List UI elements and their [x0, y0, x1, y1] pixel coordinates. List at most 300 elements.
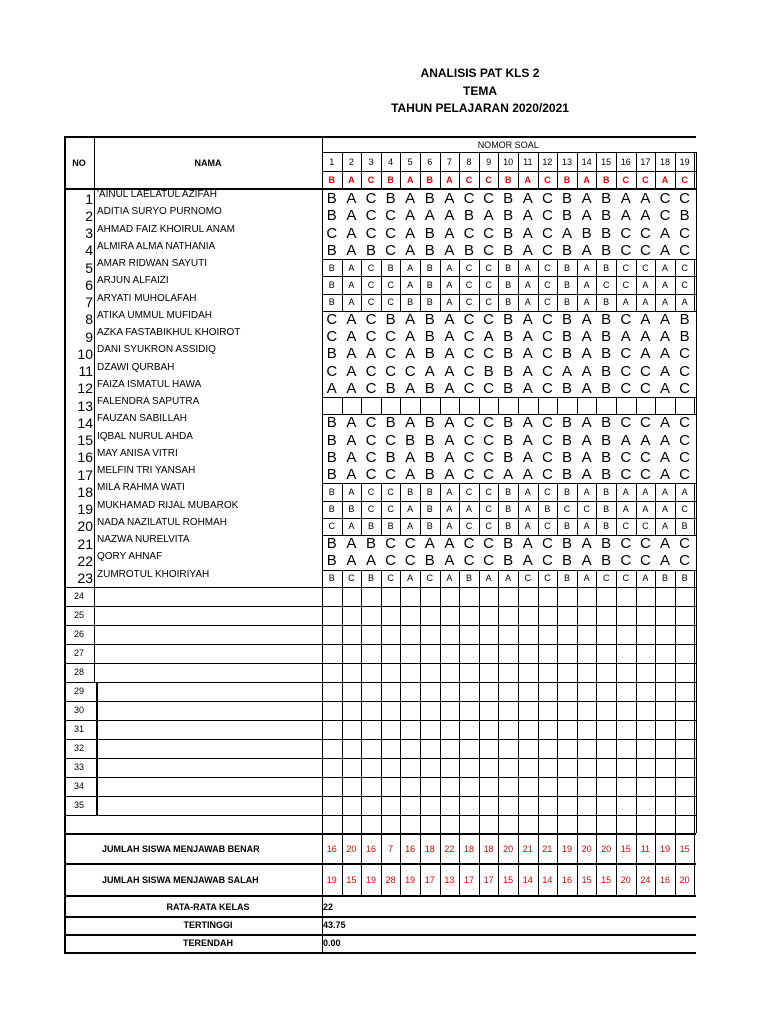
- grid-line: [557, 739, 558, 758]
- student-answer-cell: A: [642, 504, 649, 515]
- grid-line: [518, 276, 519, 293]
- student-answer-cell: C: [544, 521, 551, 532]
- grid-line: [577, 701, 578, 720]
- grid-line: [538, 570, 539, 587]
- grid-line: [538, 865, 539, 895]
- student-answer-cell: C: [642, 262, 649, 273]
- question-number: 14: [581, 157, 592, 167]
- student-answer-cell: B: [426, 297, 433, 308]
- student-answer-cell: [616, 397, 636, 414]
- grid-line: [361, 720, 362, 739]
- student-answer-cell: A: [405, 241, 416, 259]
- grid-line: [616, 758, 617, 777]
- grid-line: [498, 397, 499, 414]
- empty-row-no: 32: [73, 743, 84, 754]
- grid-line: [557, 276, 558, 293]
- student-answer-cell: A: [640, 345, 651, 363]
- student-no: 22: [77, 552, 93, 569]
- student-answer-cell: B: [603, 486, 610, 497]
- student-answer-cell: A: [522, 241, 533, 259]
- student-no: 15: [77, 432, 93, 449]
- student-answer-cell: C: [541, 448, 553, 466]
- student-answer-cell: C: [639, 535, 651, 553]
- grid-line: [459, 501, 460, 518]
- student-answer-cell: C: [483, 535, 495, 553]
- grid-line: [636, 758, 637, 777]
- student-answer-cell: B: [503, 379, 514, 397]
- grid-line: [420, 501, 421, 518]
- student-answer-cell: C: [326, 310, 338, 328]
- student-answer-cell: B: [348, 504, 355, 515]
- student-answer-cell: B: [328, 504, 335, 515]
- grid-line: [596, 152, 597, 188]
- student-answer-cell: A: [407, 279, 414, 290]
- student-answer-cell: B: [503, 414, 514, 432]
- grid-line: [361, 587, 362, 606]
- grid-line: [518, 682, 519, 701]
- student-answer-cell: B: [561, 466, 572, 484]
- grid-line: [459, 682, 460, 701]
- grid-line: [557, 570, 558, 587]
- grid-line: [636, 739, 637, 758]
- grid-line: [342, 701, 343, 720]
- grid-line: [538, 152, 539, 188]
- student-answer-cell: C: [544, 486, 551, 497]
- grid-line: [557, 777, 558, 796]
- student-answer-cell: C: [622, 573, 630, 584]
- student-answer-cell: B: [503, 241, 514, 259]
- student-answer-cell: A: [661, 504, 668, 515]
- student-answer-cell: A: [522, 431, 533, 449]
- grid-line: [694, 865, 695, 895]
- student-answer-cell: A: [346, 535, 357, 553]
- student-answer-cell: C: [620, 241, 632, 259]
- grid-line: [596, 644, 597, 663]
- benar-value-cell: 16: [326, 843, 337, 854]
- student-answer-cell: B: [561, 190, 572, 208]
- grid-line: [557, 259, 558, 276]
- student-name: ARJUN ALFAIZI: [97, 275, 169, 287]
- grid-line: [420, 815, 421, 833]
- grid-line: [498, 259, 499, 276]
- student-answer-cell: A: [407, 504, 414, 515]
- grid-line: [655, 720, 656, 739]
- answer-key-cell: A: [583, 175, 590, 185]
- grid-line: [361, 483, 362, 500]
- student-no: 10: [77, 345, 93, 362]
- grid-line: [479, 294, 480, 311]
- student-answer-cell: B: [465, 573, 472, 584]
- question-number: 1: [329, 157, 335, 167]
- grid-line: [557, 606, 558, 625]
- student-answer-cell: A: [346, 414, 357, 432]
- grid-line: [498, 835, 499, 863]
- grid-line: [342, 606, 343, 625]
- grid-line: [459, 815, 460, 833]
- student-answer-cell: B: [601, 466, 612, 484]
- grid-line: [381, 777, 382, 796]
- grid-line: [596, 259, 597, 276]
- student-answer-cell: C: [639, 362, 651, 380]
- salah-value-cell: 20: [620, 874, 631, 885]
- student-answer-cell: A: [581, 431, 592, 449]
- student-answer-cell: [675, 397, 695, 414]
- grid-line: [655, 518, 656, 535]
- student-answer-cell: C: [483, 345, 495, 363]
- student-answer-cell: A: [446, 573, 453, 584]
- student-answer-cell: A: [407, 521, 414, 532]
- student-answer-cell: C: [681, 504, 688, 515]
- tertinggi-value: 43.75: [323, 920, 346, 931]
- grid-line: [361, 397, 362, 414]
- student-answer-cell: A: [661, 262, 668, 273]
- grid-line: [655, 815, 656, 833]
- student-no: 18: [77, 483, 93, 500]
- grid-line: [342, 720, 343, 739]
- student-answer-cell: C: [404, 535, 416, 553]
- question-number: 7: [446, 157, 452, 167]
- grid-line: [459, 835, 460, 863]
- student-answer-cell: A: [659, 448, 670, 466]
- student-answer-cell: C: [541, 207, 553, 225]
- student-answer-cell: A: [483, 328, 494, 346]
- grid-line: [342, 682, 343, 701]
- question-number: 15: [601, 157, 612, 167]
- grid-line: [518, 259, 519, 276]
- grid-line: [577, 815, 578, 833]
- student-answer-cell: C: [465, 297, 473, 308]
- grid-line: [518, 644, 519, 663]
- grid-line: [479, 483, 480, 500]
- grid-line: [361, 663, 362, 682]
- grid-line: [479, 682, 480, 701]
- empty-row-no: 24: [73, 591, 84, 602]
- student-answer-cell: B: [328, 297, 335, 308]
- student-answer-cell: C: [463, 362, 475, 380]
- student-answer-cell: A: [583, 573, 590, 584]
- student-answer-cell: B: [505, 486, 512, 497]
- grid-line: [616, 739, 617, 758]
- grid-line: [479, 739, 480, 758]
- student-answer-cell: A: [581, 241, 592, 259]
- grid-line: [440, 276, 441, 293]
- student-answer-cell: A: [659, 362, 670, 380]
- grid-line: [459, 276, 460, 293]
- student-answer-cell: A: [485, 573, 492, 584]
- column-nama-header: NAMA: [194, 158, 222, 168]
- answer-key-cell: A: [524, 175, 532, 185]
- student-answer-cell: C: [365, 448, 377, 466]
- student-answer-cell: B: [601, 328, 612, 346]
- student-answer-cell: A: [405, 345, 416, 363]
- grid-line: [596, 663, 597, 682]
- grid-line: [440, 259, 441, 276]
- student-answer-cell: C: [544, 573, 551, 584]
- grid-line: [322, 276, 696, 277]
- student-answer-cell: A: [522, 379, 533, 397]
- student-answer-cell: B: [424, 241, 435, 259]
- student-answer-cell: C: [639, 448, 651, 466]
- student-answer-cell: C: [541, 345, 553, 363]
- grid-line: [322, 259, 696, 260]
- student-answer-cell: C: [541, 414, 553, 432]
- grid-line: [636, 606, 637, 625]
- student-answer-cell: A: [620, 431, 631, 449]
- grid-line: [459, 570, 460, 587]
- empty-row-no: 35: [73, 800, 84, 811]
- student-answer-cell: B: [367, 573, 374, 584]
- student-answer-cell: A: [348, 279, 355, 290]
- student-answer-cell: C: [483, 466, 495, 484]
- grid-line: [420, 152, 421, 188]
- student-answer-cell: B: [601, 207, 612, 225]
- grid-line: [538, 758, 539, 777]
- grid-line: [498, 606, 499, 625]
- grid-line: [596, 739, 597, 758]
- grid-line: [675, 570, 676, 587]
- grid-line: [518, 701, 519, 720]
- student-answer-cell: B: [326, 448, 337, 466]
- grid-line: [381, 518, 382, 535]
- student-no: 12: [77, 380, 93, 397]
- grid-line: [479, 701, 480, 720]
- grid-line: [616, 796, 617, 815]
- student-answer-cell: A: [444, 379, 455, 397]
- grid-line: [596, 606, 597, 625]
- grid-line: [361, 518, 362, 535]
- student-answer-cell: B: [561, 552, 572, 570]
- grid-line: [498, 865, 499, 895]
- student-answer-cell: B: [603, 297, 610, 308]
- grid-line: [342, 259, 343, 276]
- grid-line: [675, 606, 676, 625]
- student-answer-cell: A: [581, 328, 592, 346]
- grid-line: [596, 682, 597, 701]
- answer-key-cell: B: [387, 175, 394, 185]
- grid-line: [361, 276, 362, 293]
- grid-line: [400, 587, 401, 606]
- grid-line: [557, 835, 558, 863]
- benar-value-cell: 21: [542, 843, 553, 854]
- grid-line: [538, 682, 539, 701]
- grid-line: [440, 739, 441, 758]
- benar-value-cell: 22: [444, 843, 455, 854]
- student-answer-cell: A: [640, 207, 651, 225]
- grid-line: [342, 518, 343, 535]
- grid-line: [440, 815, 441, 833]
- student-answer-cell: C: [679, 431, 691, 449]
- student-answer-cell: C: [465, 521, 473, 532]
- grid-line: [596, 796, 597, 815]
- grid-line: [616, 701, 617, 720]
- grid-line: [64, 136, 66, 953]
- student-answer-cell: A: [346, 379, 357, 397]
- student-answer-cell: B: [561, 345, 572, 363]
- student-answer-cell: A: [346, 241, 357, 259]
- student-answer-cell: B: [326, 414, 337, 432]
- student-answer-cell: A: [583, 486, 590, 497]
- salah-value-cell: 19: [405, 874, 416, 885]
- student-answer-cell: C: [387, 504, 394, 515]
- student-answer-cell: B: [385, 379, 396, 397]
- student-name: FAUZAN SABILLAH: [97, 413, 188, 425]
- student-answer-cell: C: [583, 504, 590, 515]
- student-answer-cell: C: [541, 224, 553, 242]
- student-answer-cell: C: [463, 224, 475, 242]
- student-answer-cell: B: [603, 504, 610, 515]
- grid-line: [361, 259, 362, 276]
- grid-line: [342, 570, 343, 587]
- grid-line: [577, 835, 578, 863]
- grid-line: [675, 796, 676, 815]
- grid-line: [498, 739, 499, 758]
- grid-line: [616, 644, 617, 663]
- grid-line: [440, 625, 441, 644]
- student-answer-cell: A: [522, 535, 533, 553]
- grid-line: [577, 259, 578, 276]
- student-answer-cell: A: [405, 328, 416, 346]
- student-name: 'AINUL LAELATUL AZIFAH: [97, 189, 217, 201]
- student-answer-cell: A: [424, 535, 435, 553]
- grid-line: [440, 835, 441, 863]
- grid-line: [616, 835, 617, 863]
- student-answer-cell: B: [681, 521, 688, 532]
- student-answer-cell: A: [640, 190, 651, 208]
- grid-line: [420, 276, 421, 293]
- grid-line: [459, 259, 460, 276]
- grid-line: [479, 625, 480, 644]
- grid-line: [655, 587, 656, 606]
- student-answer-cell: C: [483, 414, 495, 432]
- grid-line: [616, 501, 617, 518]
- grid-line: [361, 294, 362, 311]
- answer-key-cell: C: [544, 175, 551, 185]
- student-name: AHMAD FAIZ KHOIRUL ANAM: [97, 223, 235, 235]
- grid-line: [459, 294, 460, 311]
- student-name: MUKHAMAD RIJAL MUBAROK: [97, 499, 239, 511]
- student-no: 2: [85, 207, 93, 224]
- student-answer-cell: A: [444, 448, 455, 466]
- grid-line: [538, 663, 539, 682]
- grid-line: [459, 701, 460, 720]
- student-answer-cell: B: [328, 262, 335, 273]
- student-answer-cell: B: [503, 224, 514, 242]
- student-answer-cell: A: [581, 379, 592, 397]
- question-number: 2: [348, 157, 354, 167]
- student-answer-cell: C: [387, 297, 394, 308]
- grid-line: [616, 815, 617, 833]
- empty-row-no: 27: [73, 648, 84, 659]
- grid-line: [636, 501, 637, 518]
- student-answer-cell: B: [483, 362, 494, 380]
- student-name: FALENDRA SAPUTRA: [97, 396, 200, 408]
- grid-line: [440, 587, 441, 606]
- grid-line: [440, 397, 441, 414]
- student-answer-cell: A: [581, 414, 592, 432]
- grid-line: [596, 276, 597, 293]
- answer-key-cell: B: [602, 175, 610, 185]
- student-answer-cell: [655, 397, 675, 414]
- grid-line: [400, 397, 401, 414]
- grid-line: [400, 739, 401, 758]
- grid-line: [538, 796, 539, 815]
- grid-line: [675, 483, 676, 500]
- student-answer-cell: A: [446, 521, 453, 532]
- grid-line: [440, 518, 441, 535]
- student-answer-cell: B: [563, 573, 570, 584]
- student-answer-cell: A: [503, 466, 514, 484]
- student-answer-cell: A: [446, 279, 453, 290]
- benar-value-cell: 16: [365, 843, 376, 854]
- salah-value-cell: 14: [522, 874, 533, 885]
- benar-value-cell: 18: [424, 843, 435, 854]
- student-answer-cell: C: [679, 241, 691, 259]
- student-answer-cell: C: [541, 328, 553, 346]
- student-answer-cell: A: [659, 431, 670, 449]
- grid-line: [400, 644, 401, 663]
- student-answer-cell: A: [581, 207, 592, 225]
- grid-line: [538, 644, 539, 663]
- student-answer-cell: A: [524, 297, 531, 308]
- student-answer-cell: A: [561, 362, 572, 380]
- student-answer-cell: C: [485, 521, 492, 532]
- student-answer-cell: A: [581, 310, 592, 328]
- student-answer-cell: B: [424, 414, 435, 432]
- grid-line: [342, 796, 343, 815]
- grid-line: [557, 865, 558, 895]
- grid-line: [538, 777, 539, 796]
- student-answer-cell: B: [505, 521, 512, 532]
- student-answer-cell: [636, 397, 656, 414]
- student-answer-cell: A: [444, 414, 455, 432]
- student-answer-cell: A: [424, 362, 435, 380]
- student-answer-cell: B: [505, 297, 512, 308]
- grid-line: [655, 682, 656, 701]
- grid-line: [538, 701, 539, 720]
- student-answer-cell: A: [346, 448, 357, 466]
- grid-line: [459, 758, 460, 777]
- grid-line: [381, 152, 382, 188]
- grid-line: [538, 720, 539, 739]
- grid-line: [361, 625, 362, 644]
- grid-line: [459, 796, 460, 815]
- student-answer-cell: A: [681, 297, 688, 308]
- grid-line: [577, 865, 578, 895]
- grid-line: [420, 294, 421, 311]
- grid-line: [420, 259, 421, 276]
- student-answer-cell: B: [424, 552, 435, 570]
- student-answer-cell: B: [326, 190, 337, 208]
- grid-line: [400, 701, 401, 720]
- student-answer-cell: A: [522, 414, 533, 432]
- grid-line: [342, 501, 343, 518]
- grid-line: [616, 276, 617, 293]
- student-no: 11: [78, 363, 93, 380]
- report-title: ANALISIS PAT KLS 2: [420, 66, 540, 80]
- grid-line: [400, 276, 401, 293]
- student-answer-cell: C: [483, 310, 495, 328]
- grid-line: [498, 815, 499, 833]
- empty-row-no: 28: [73, 667, 84, 678]
- grid-line: [440, 644, 441, 663]
- grid-line: [636, 483, 637, 500]
- student-no: 8: [85, 311, 93, 328]
- student-answer-cell: B: [405, 431, 416, 449]
- student-answer-cell: B: [328, 486, 335, 497]
- student-no: 21: [77, 535, 93, 552]
- student-answer-cell: B: [503, 431, 514, 449]
- grid-line: [518, 152, 519, 188]
